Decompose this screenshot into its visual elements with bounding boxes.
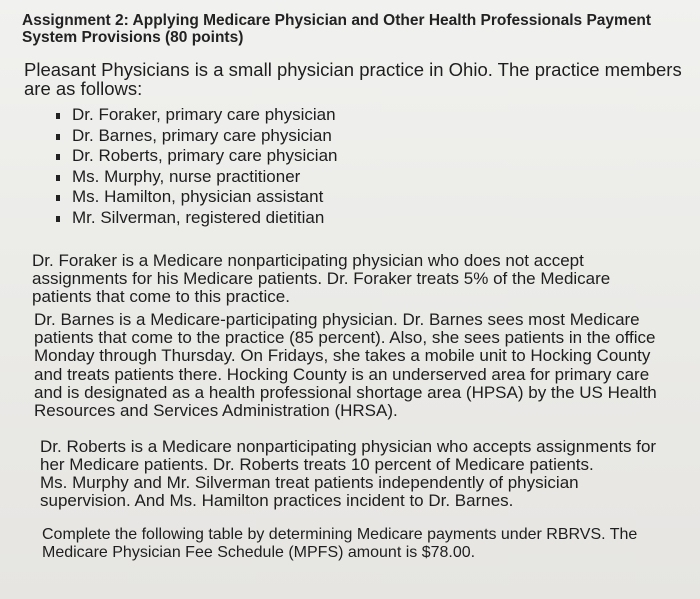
bullet-icon [56,134,60,140]
list-item [54,187,337,208]
list-item [54,208,337,229]
list-item [54,126,337,147]
foraker-paragraph: Dr. Foraker is a Medicare nonparticipating physician who does not accept assignments for his Medicare patients. Dr. Foraker treats 5% of the Medicare patients that come to this practice. [32,251,611,307]
assignment-title: Assignment 2: Applying Medicare Physician and Other Health Professionals Payment System Provisions (80 points) [22,12,652,46]
instruction-paragraph: Complete the following table by determining Medicare payments under RBRVS. The Medicare Physician Fee Schedule (MPFS) amount is $78.00. [42,526,638,561]
bullet-icon [56,113,60,119]
bullet-icon [56,216,60,222]
member-text: Ms. Murphy, nurse practitioner [72,166,301,186]
bullet-icon [56,195,60,201]
others-paragraph: Ms. Murphy and Mr. Silverman treat patients independently of physician supervision. And Ms. Hamilton practices incident to Dr. Barnes. [40,473,579,511]
member-text: Dr. Barnes, primary care physician [72,125,332,145]
member-text: Dr. Roberts, primary care physician [72,146,338,165]
member-text: Dr. Foraker, primary care physician [72,105,336,124]
list-item [54,146,337,167]
member-text: Mr. Silverman, registered dietitian [72,207,325,227]
bullet-icon [56,175,60,181]
intro-paragraph: Pleasant Physicians is a small physician practice in Ohio. The practice members are as follows: [24,59,682,99]
list-item [54,167,337,188]
barnes-paragraph: Dr. Barnes is a Medicare-participating physician. Dr. Barnes sees most Medicare patients that come to the practice (85 percent). Also, she sees patients in the office Monday through Thursday. On Fridays, she takes a mobile unit to Hocking County and treats patients there. Hocking County is an underserved area for primary care and is designated as a health professional shortage area (HPSA) by the US Health Resources and Services Administration (HRSA). [34,310,657,421]
practice-members-list [54,105,337,228]
roberts-paragraph: Dr. Roberts is a Medicare nonparticipating physician who accepts assignments for her Medicare patients. Dr. Roberts treats 10 percent of Medicare patients. [40,437,657,475]
list-item [54,105,337,126]
bullet-icon [56,154,60,160]
member-text: Ms. Hamilton, physician assistant [72,187,324,206]
